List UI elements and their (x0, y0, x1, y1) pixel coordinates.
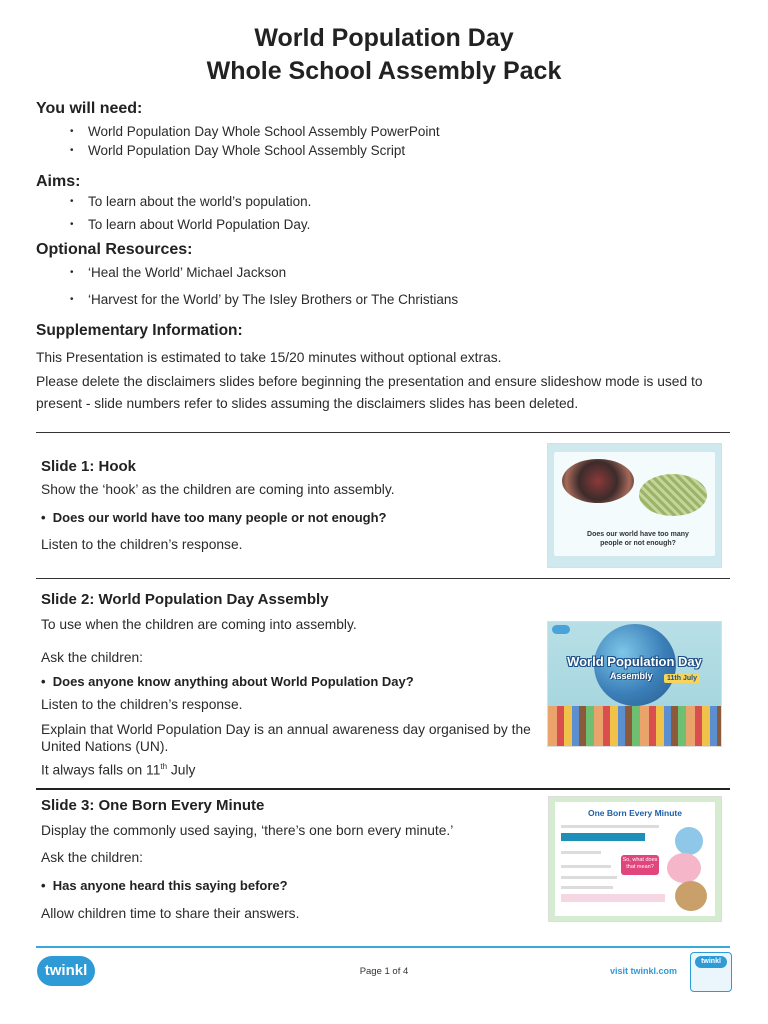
slide3-thumb-title: One Born Every Minute (588, 808, 682, 818)
slide2-thumb-title: World Population Day (567, 654, 702, 669)
slide1-heading: Slide 1: Hook (41, 458, 137, 475)
slide1-text-2: Listen to the children’s response. (41, 537, 243, 552)
supp-paragraph-1: This Presentation is estimated to take 15/20 minutes without optional extras. (36, 350, 502, 365)
slide1-thumb-caption: Does our world have too many people or not enough? (587, 531, 689, 547)
need-item: • World Population Day Whole School Assembly Script (72, 143, 405, 158)
slide2-text-2: Ask the children: (41, 650, 143, 665)
baby-image (667, 853, 701, 883)
field-image (639, 474, 707, 516)
divider (36, 788, 730, 790)
slide3-thumbnail (548, 796, 722, 922)
need-item: • World Population Day Whole School Assembly PowerPoint (72, 124, 440, 139)
slide1-text: Show the ‘hook’ as the children are coming into assembly. (41, 482, 395, 497)
slide2-thumbnail (547, 621, 722, 747)
text-line (561, 886, 613, 889)
slide3-text-3: Allow children time to share their answers. (41, 906, 300, 921)
slide2-thumb-sub: Assembly (610, 671, 653, 681)
slide2-thumb-date: 11th July (664, 674, 700, 683)
need-heading: You will need: (36, 100, 143, 117)
supp-heading: Supplementary Information: (36, 322, 243, 339)
optional-item: • ‘Harvest for the World’ by The Isley Brothers or The Christians (72, 292, 458, 307)
badge-logo: twinkl (695, 956, 727, 968)
page-number: Page 1 of 4 (359, 966, 409, 977)
baby-image (675, 827, 703, 855)
slide3-thumb-bubble: So, what does that mean? (621, 855, 659, 875)
optional-heading: Optional Resources: (36, 241, 193, 258)
title-line-2: Whole School Assembly Pack (206, 57, 562, 85)
slide3-question: • Has anyone heard this saying before? (41, 878, 288, 893)
footer-rule (36, 946, 730, 948)
slide2-text-5: It always falls on 11th July (41, 762, 196, 778)
site-link[interactable]: visit twinkl.com (610, 966, 678, 976)
aims-item: • To learn about the world’s population. (72, 194, 311, 209)
divider (36, 432, 730, 433)
slide3-text-2: Ask the children: (41, 850, 143, 865)
divider (36, 578, 730, 579)
slide1-thumbnail (547, 443, 722, 568)
twinkl-logo[interactable]: twinkl (37, 956, 95, 986)
twinkl-mini-logo (552, 625, 570, 634)
slide2-question: • Does anyone know anything about World Population Day? (41, 674, 414, 689)
supp-paragraph-2: Please delete the disclaimers slides before beginning the presentation and ensure slideshow mode is used to present - slide numbers refer to slides assuming the disclaimers slides has been deleted. (36, 374, 703, 411)
text-line (561, 825, 659, 828)
pink-bar (561, 894, 665, 902)
slide2-text-4: Explain that World Population Day is an annual awareness day organised by the United Nations (UN). (41, 722, 531, 754)
slide2-text-3: Listen to the children’s response. (41, 697, 243, 712)
text-line (561, 865, 611, 868)
quality-badge (690, 952, 732, 992)
title-line-1: World Population Day (254, 24, 514, 52)
baby-image (675, 881, 707, 911)
optional-item: • ‘Heal the World’ Michael Jackson (72, 265, 286, 280)
aims-heading: Aims: (36, 173, 81, 190)
slide2-heading: Slide 2: World Population Day Assembly (41, 591, 329, 608)
slide2-text: To use when the children are coming into assembly. (41, 617, 357, 632)
crowd-image (562, 459, 634, 503)
slide3-heading: Slide 3: One Born Every Minute (41, 797, 265, 814)
text-line (561, 851, 601, 854)
slide1-question: • Does our world have too many people or not enough? (41, 510, 387, 525)
aims-item: • To learn about World Population Day. (72, 217, 310, 232)
text-line (561, 876, 617, 879)
children-illustration (548, 706, 721, 746)
slide3-text: Display the commonly used saying, ‘there’s one born every minute.’ (41, 823, 454, 838)
highlight-bar (561, 833, 645, 841)
